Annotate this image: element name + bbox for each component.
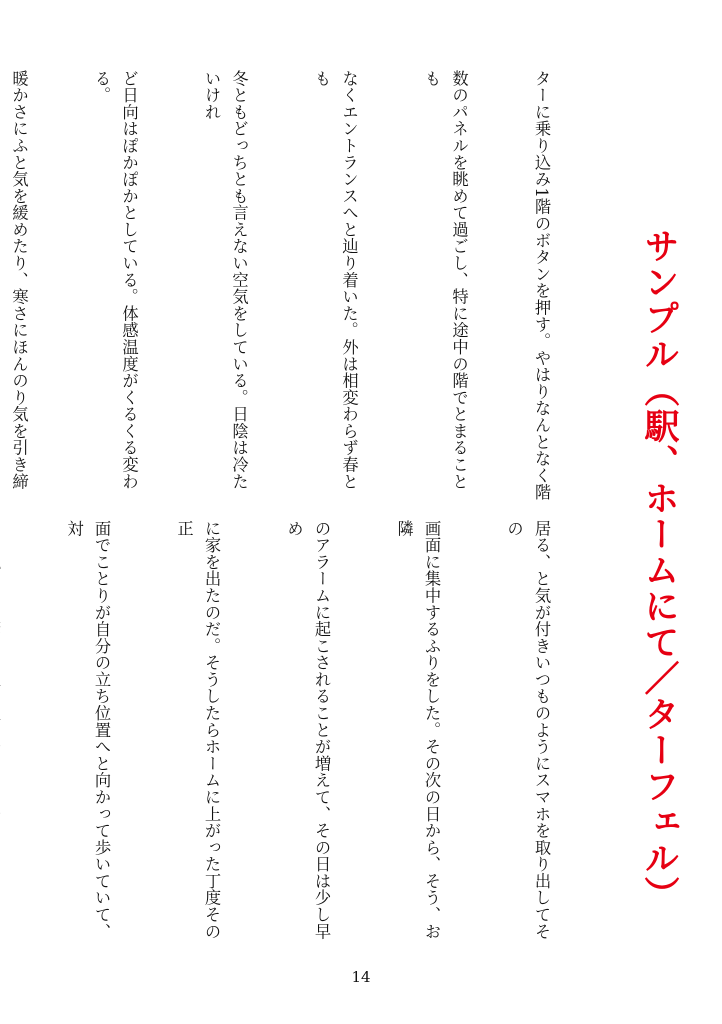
text-line: 居る、と気が付きいつものようにスマホを取り出してその <box>504 520 551 940</box>
text-line: に家を出たのだ。そうしたらホームに上がった丁度その正 <box>174 520 221 940</box>
text-line: 冬ともどっちとも言えない空気をしている。日陰は冷たいけれ <box>202 70 249 490</box>
text-line: のアラームに起こされることが増えて、その日は少し早め <box>284 520 331 940</box>
page-number: 14 <box>351 968 371 986</box>
text-line: ど日向はぽかぽかとしている。体感温度がくるくる変わる。 <box>92 70 139 490</box>
sample-title: サンプル（駅、ホームにて／ターフェル） <box>639 228 679 912</box>
text-line: 数のパネルを眺めて過ごし、特に途中の階でとまることも <box>422 70 469 490</box>
text-line <box>0 520 5 956</box>
text-line: 暖かさにふと気を緩めたり、寒さにほんのり気を引き締 <box>9 70 29 490</box>
text-line: ターに乗り込み1階のボタンを押す。やはりなんとなく階 <box>532 70 551 501</box>
body-text-lower-block <box>64 520 610 956</box>
text-line: 画面に集中するふりをした。その次の日から、そう、お隣 <box>394 520 441 940</box>
text-line: 面でことりが自分の立ち位置へと向かって歩いていて、対 <box>64 520 111 940</box>
body-text-upper-block <box>9 70 610 502</box>
text-line: なくエントランスへと辿り着いた。外は相変わらず春とも <box>312 70 359 490</box>
